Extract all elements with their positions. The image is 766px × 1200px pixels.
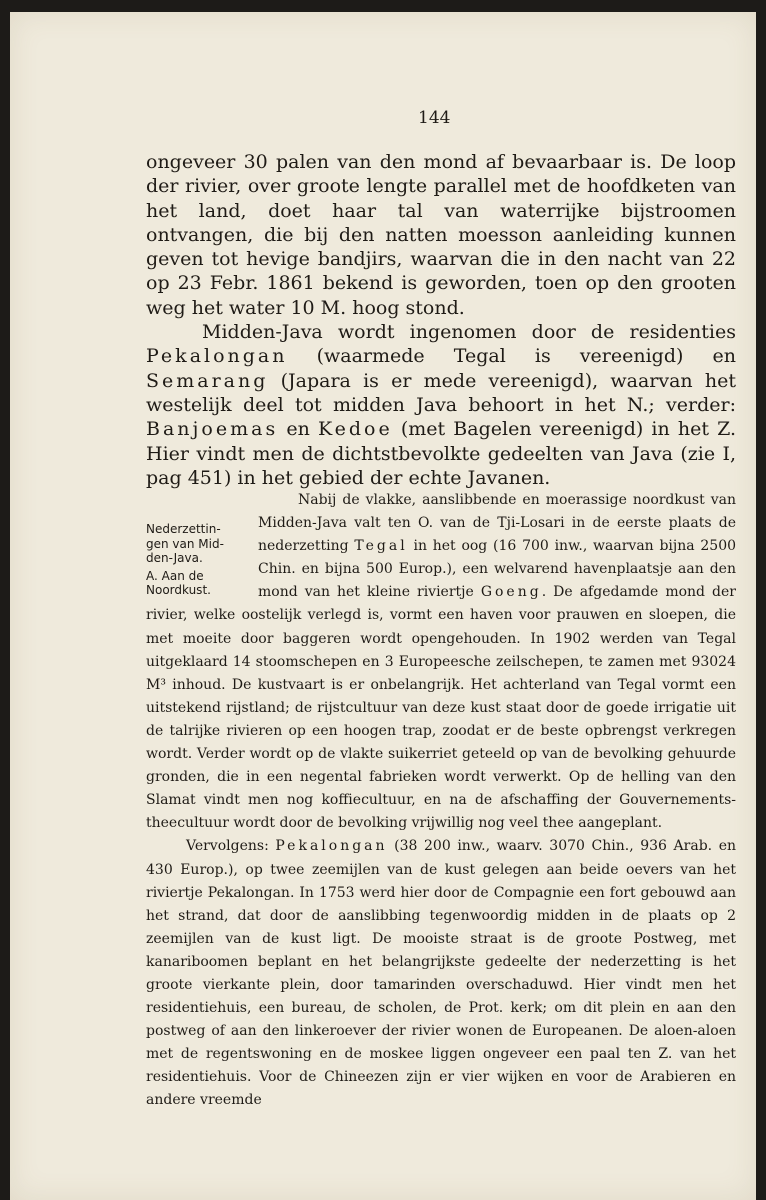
paragraph-pekalongan: Vervolgens: Pekalongan (38 200 inw., waarv. 3070 Chin., 936 Arab. en 430 Europ.), op twee zeemijlen van de kust gelegen aan beide oevers van het riviertje Pekalongan. In 1753 werd hier door de Compagnie een fort gebouwd aan het strand, dat door de aanslibbing tegenwoordig midden in de plaats op 2 zeemijlen van de kust ligt. De mooiste straat is de groote Postweg, met kanariboomen beplant en het belangrijkste gedeelte der nederzetting is het groote vierkante plein, door tamarinden overschaduwd. Hier vindt men het residentiehuis, een bureau, de scholen, de Prot. kerk; om dit plein en aan den postweg of aan den linkeroever der rivier wonen de Europeanen. De aloen-aloen met de regentswoning en de moskee liggen ongeveer een paal ten Z. van het residentiehuis. Voor de Chineezen zijn er vier wijken en voor de Arabieren en andere vreemde — [146, 838, 737, 1109]
page-number: 144 — [418, 108, 451, 128]
paragraph-tegal: Nabij de vlakke, aanslibbende en moerassige noordkust van Midden-Java valt ten O. van de Tji-Losari in de eerste plaats de nederzetting Tegal in het oog (16 700 inw., waarvan bijna 2500 Chin. en bijna 500 Europ.), een welvarend havenplaatsje aan den mond van het kleine riviertje Goeng. De afgedamde mond der rivier, welke oostelijk verlegd is, vormt een haven voor prauwen en sloepen, die met moeite door baggeren wordt opengehouden. In 1902 werden van Tegal uitgeklaard 14 stoomschepen en 3 Europeesche zeilschepen, te zamen met 93024 M³ inhoud. De kustvaart is er onbelangrijk. Het achterland van Tegal vormt een uitstekend rijstland; de rijstcultuur van deze kust staat door de goede irrigatie uit de talrijke rivieren op een hoogen trap, zoodat er de beste opbrengst verkregen wordt. Verder wordt op de vlakte suikerriet geteeld op van de bevolking gehuurde gronden, die in een negental fabrieken wordt verwerkt. Op de helling van den Slamat vindt men nog koffiecultuur, en na de afschaffing der Gouvernements-theecultuur wordt door de bevolking vrijwillig nog veel thee aangeplant. — [146, 492, 737, 832]
spaced-term-pekalongan-small: Pekalongan — [275, 838, 388, 855]
margin-note: Nederzettin- gen van Mid- den-Java. A. Aan de Noordkust. — [146, 522, 224, 597]
spaced-term-banjoemas: Banjoemas — [146, 418, 279, 441]
paragraph-midden-java: Midden-Java wordt ingenomen door de residenties Pekalongan (waarmede Tegal is vereenigd) en Semarang (Japara is er mede vereenigd), waarvan het westelijk deel tot midden Java behoort in het N.; verder: Banjoemas en Kedoe (met Bagelen vereenigd) in het Z. Hier vindt men de dichtstbevolkte gedeelten van Java (zie I, pag 451) in het gebied der echte Javanen. — [146, 321, 736, 489]
small-print-text — [146, 489, 736, 1113]
paragraph-river: ongeveer 30 palen van den mond af bevaarbaar is. De loop der rivier, over groote lengte parallel met de hoofdketen van het land, doet haar tal van waterrijke bijstroomen ontvangen, die bij den natten moesson aanleiding kunnen geven tot hevige bandjirs, waarvan die in den nacht van 22 op 23 Febr. 1861 bekend is geworden, toen op den grooten weg het water 10 M. hoog stond. — [146, 151, 736, 319]
book-page — [10, 12, 756, 1200]
main-text — [146, 150, 736, 490]
spaced-term-semarang: Semarang — [146, 369, 269, 392]
spaced-term-goeng: Goeng — [480, 584, 542, 601]
spaced-term-tegal: Tegal — [354, 538, 408, 555]
spaced-term-pekalongan: Pekalongan — [146, 345, 288, 368]
spaced-term-kedoe: Kedoe — [317, 418, 393, 441]
